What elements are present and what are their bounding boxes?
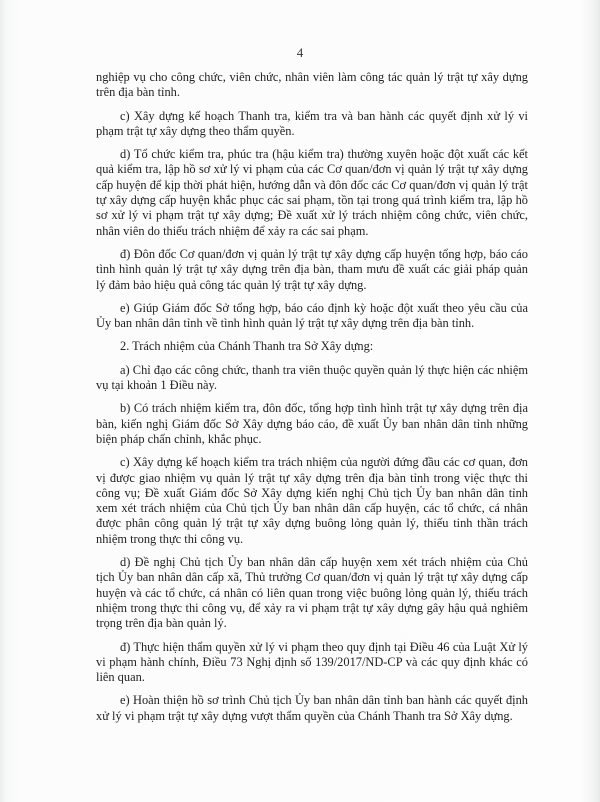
paragraph-item-c: c) Xây dựng kế hoạch Thanh tra, kiểm tra và ban hành các quyết định xử lý vi phạm trật tự xây dựng theo thẩm quyền.: [96, 108, 528, 138]
document-body: [96, 70, 528, 732]
paragraph-item-e2: e) Hoàn thiện hồ sơ trình Chủ tịch Ủy ban nhân dân tỉnh ban hành các quyết định xử lý vi phạm trật tự xây dựng vượt thẩm quyền của Chánh Thanh tra Sở Xây dựng.: [96, 693, 528, 723]
paragraph-continuation: nghiệp vụ cho công chức, viên chức, nhân viên làm công tác quản lý trật tự xây dựng trên địa bàn tỉnh.: [96, 70, 528, 100]
paragraph-item-d2: d) Đề nghị Chủ tịch Ủy ban nhân dân cấp huyện xem xét trách nhiệm của Chủ tịch Ủy ban nhân dân cấp xã, Thủ trưởng Cơ quan/đơn vị quản lý trật tự xây dựng cấp huyện và các tổ chức, cá nhân có liên quan trong việc buông lỏng quản lý, thiếu trách nhiệm trong thực thi công vụ, để xảy ra vi phạm trật tự xây dựng gây hậu quả nghiêm trọng trên địa bàn quản lý.: [96, 555, 528, 631]
paragraph-item-c2: c) Xây dựng kế hoạch kiểm tra trách nhiệm của người đứng đầu các cơ quan, đơn vị được giao nhiệm vụ quản lý trật tự xây dựng trên địa bàn tỉnh trong việc thực thi công vụ; Đề xuất Giám đốc Sở Xây dựng kiến nghị Chủ tịch Ủy ban nhân dân tỉnh xem xét trách nhiệm của Chủ tịch Ủy ban nhân dân cấp huyện, các tổ chức, cá nhân được phân công quản lý trật tự xây dựng buông lỏng quản lý, thiếu tinh thần trách nhiệm trong thực thi công vụ.: [96, 455, 528, 546]
paragraph-item-dd: đ) Đôn đốc Cơ quan/đơn vị quản lý trật tự xây dựng cấp huyện tổng hợp, báo cáo tình hình quản lý trật tự xây dựng trên địa bàn, tham mưu đề xuất các giải pháp quản lý đảm bảo hiệu quả công tác quản lý trật tự xây dựng.: [96, 246, 528, 292]
paragraph-item-dd2: đ) Thực hiện thẩm quyền xử lý vi phạm theo quy định tại Điều 46 của Luật Xử lý vi phạm hành chính, Điều 73 Nghị định số 139/2017/ND-CP và các quy định khác có liên quan.: [96, 639, 528, 685]
page-number: 4: [296, 45, 304, 60]
paragraph-item-a: a) Chỉ đạo các công chức, thanh tra viên thuộc quyền quản lý thực hiện các nhiệm vụ tại khoản 1 Điều này.: [96, 362, 528, 393]
paragraph-item-b: b) Có trách nhiệm kiểm tra, đôn đốc, tổng hợp tình hình trật tự xây dựng trên địa bàn, kiến nghị Giám đốc Sở Xây dựng báo cáo, đề xuất Ủy ban nhân dân tỉnh những biện pháp chấn chỉnh, khắc phục.: [96, 401, 528, 446]
paragraph-item-e: e) Giúp Giám đốc Sở tổng hợp, báo cáo định kỳ hoặc đột xuất theo yêu cầu của Ủy ban nhân dân tỉnh về tình hình quản lý trật tự xây dựng trên địa bàn tỉnh.: [96, 300, 528, 331]
paragraph-item-d: d) Tổ chức kiểm tra, phúc tra (hậu kiểm tra) thường xuyên hoặc đột xuất các kết quả kiểm tra, lập hồ sơ xử lý vi phạm của các Cơ quan/đơn vị quản lý trật tự xây dựng cấp huyện để kịp thời phát hiện, hướng dẫn và đôn đốc các Cơ quan/đơn vị quản lý trật tự xây dựng cấp huyện khắc phục các sai phạm, tồn tại trong quá trình kiểm tra, lập hồ sơ xử lý vi phạm trật tự xây dựng; Đề xuất xử lý trách nhiệm công chức, viên chức, nhân viên do thiếu trách nhiệm để xảy ra các sai phạm.: [96, 147, 528, 238]
section-heading-2: 2. Trách nhiệm của Chánh Thanh tra Sở Xây dựng:: [120, 339, 374, 354]
